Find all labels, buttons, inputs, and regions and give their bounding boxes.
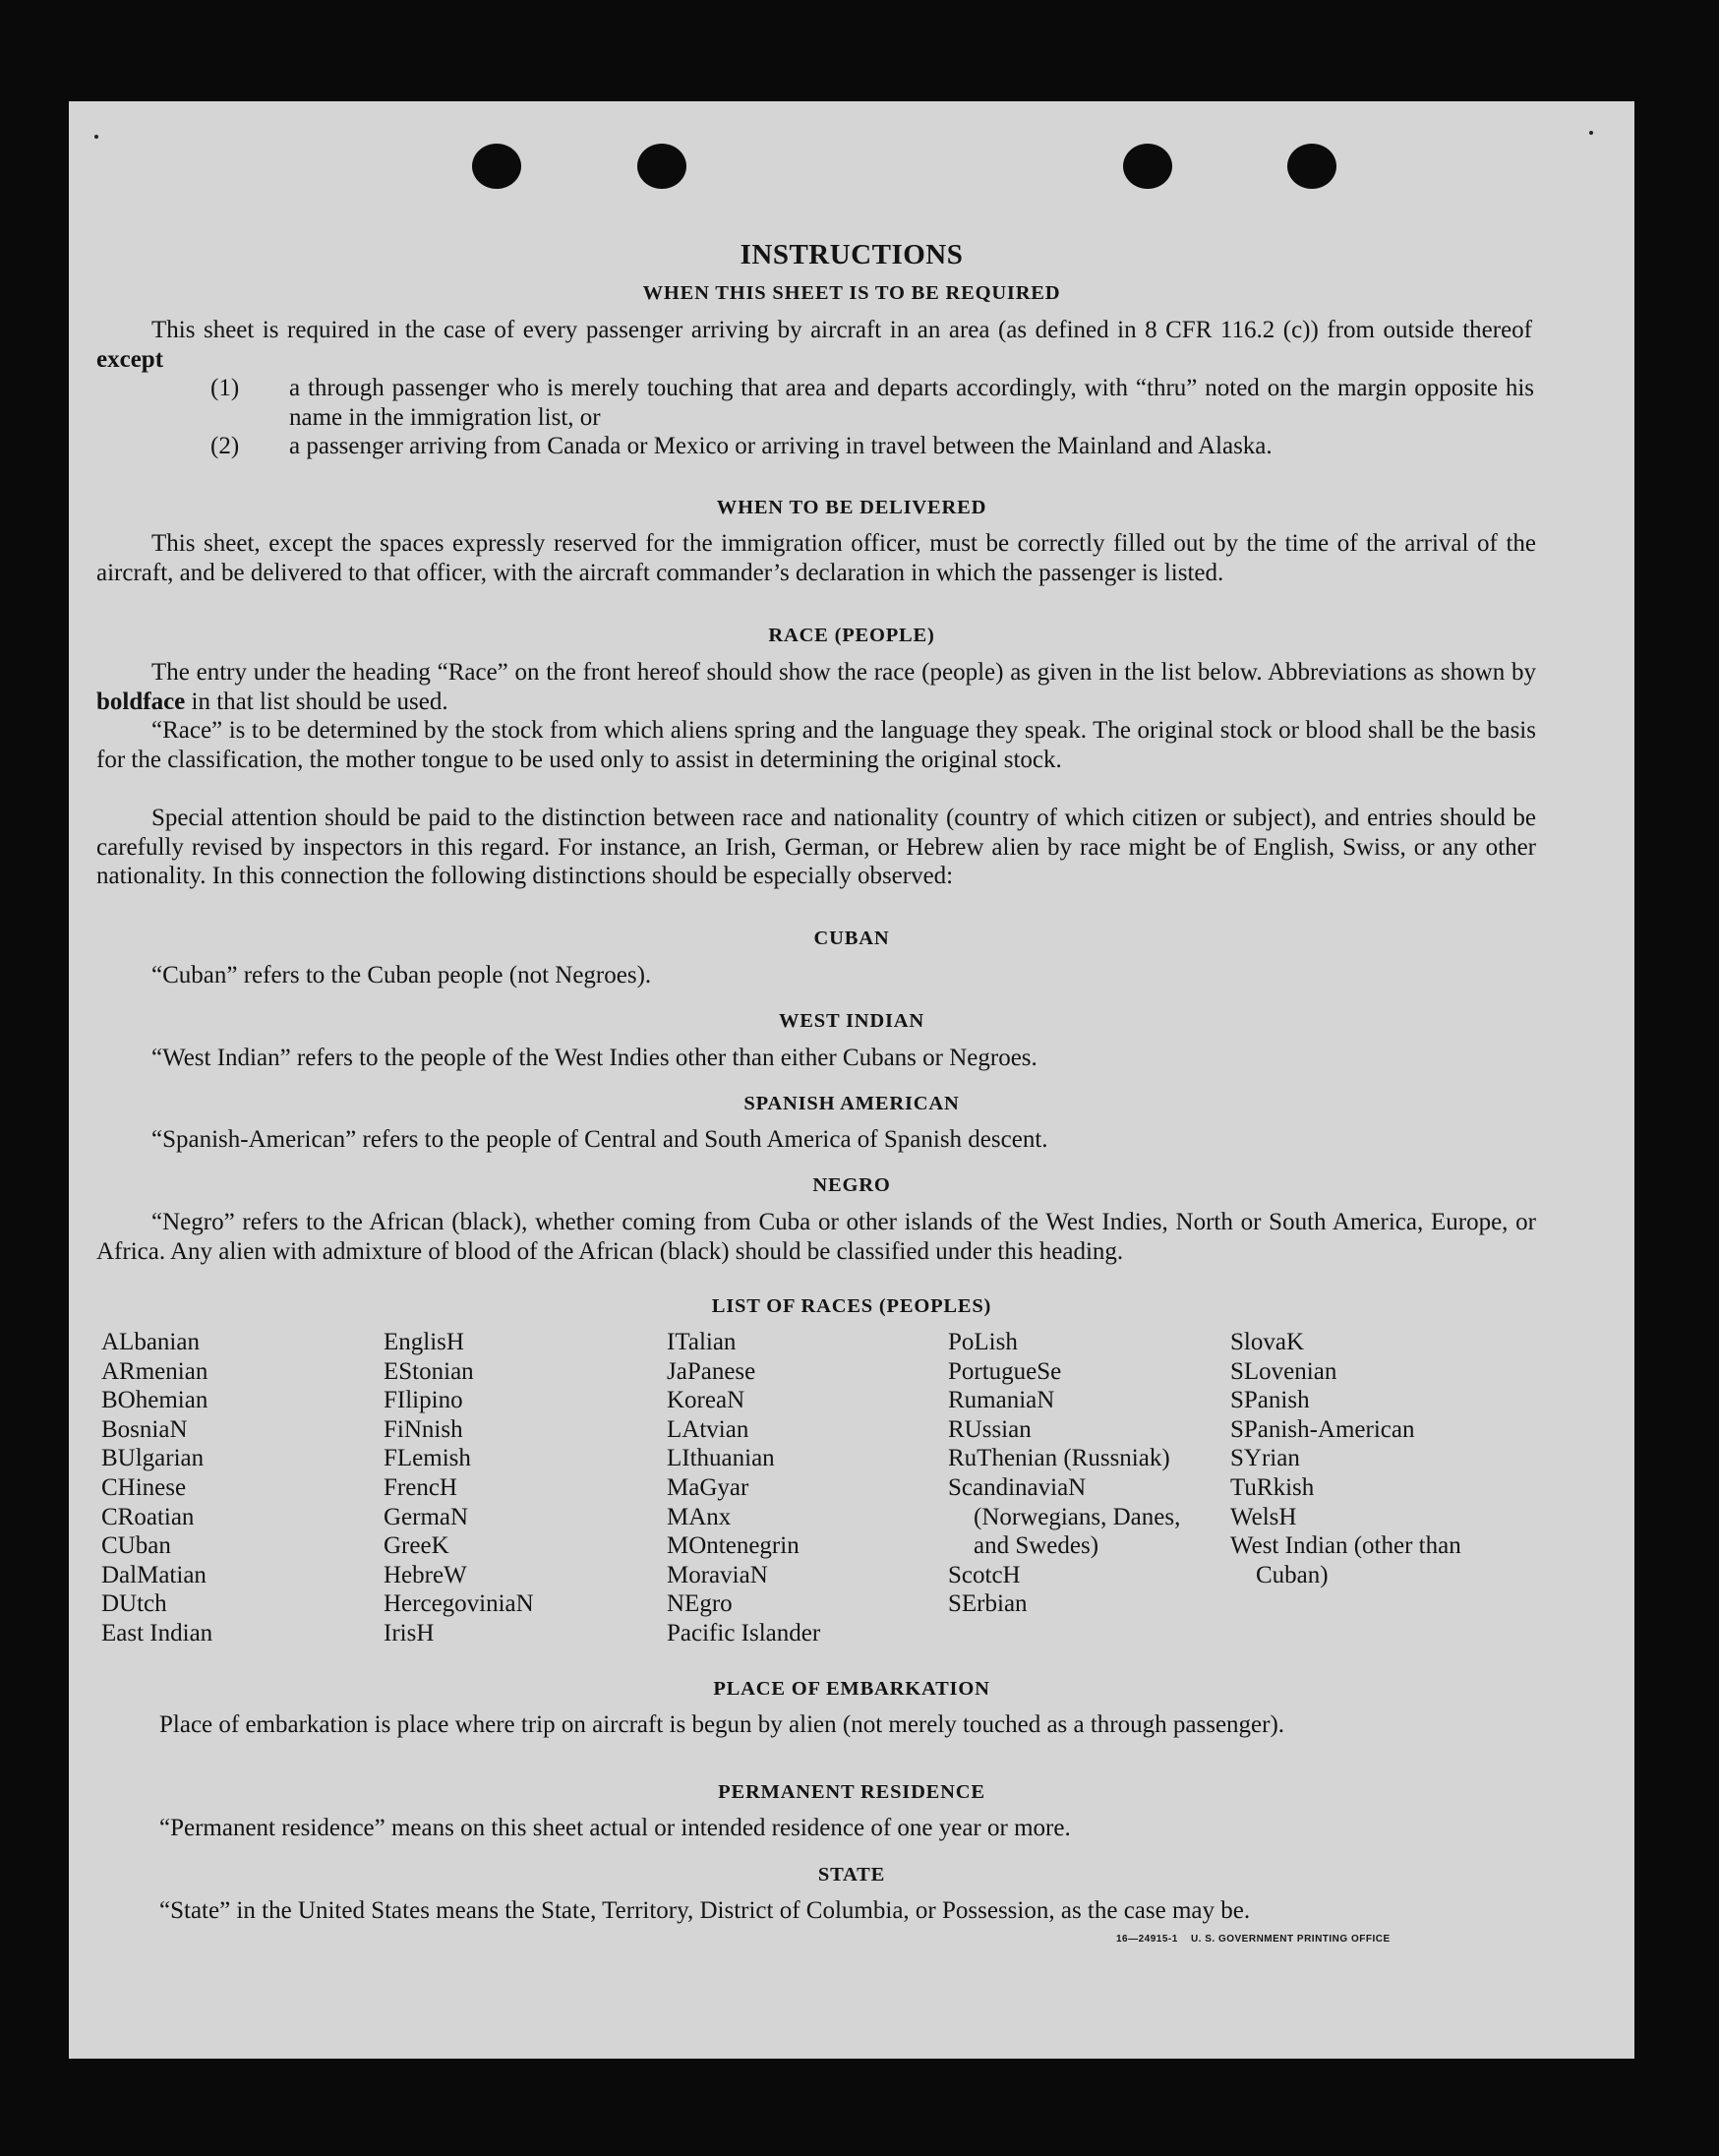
race-entry: MoraviaN — [667, 1561, 768, 1588]
race-entry: EnglisH — [384, 1329, 464, 1355]
races-column — [101, 1328, 357, 1648]
race-p1-boldface: boldface — [96, 688, 186, 715]
race-entry: TuRkish — [1230, 1473, 1315, 1501]
document-sheet — [69, 101, 1634, 2059]
race-entry: GreeK — [384, 1532, 449, 1560]
race-entry: FiNnish — [384, 1415, 463, 1443]
section-heading-embarkation: PLACE OF EMBARKATION — [713, 1678, 990, 1700]
race-entry: FrencH — [384, 1473, 457, 1501]
required-intro — [96, 316, 1532, 374]
race-entry: GermaN — [384, 1503, 469, 1530]
punch-hole — [472, 144, 521, 189]
race-entry: EStonian — [384, 1357, 474, 1385]
race-entry: DalMatian — [101, 1561, 207, 1588]
race-entry: PortugueSe — [948, 1357, 1062, 1385]
race-entry: SlovaK — [1230, 1329, 1304, 1355]
required-item-text: a passenger arriving from Canada or Mexico or arriving in travel between the Mainland and Alaska. — [289, 433, 1273, 459]
race-entry: BUlgarian — [101, 1445, 205, 1472]
west-indian-text: “West Indian” refers to the people of the West Indies other than either Cubans or Negroes. — [151, 1045, 1037, 1071]
race-entry: BosniaN — [101, 1415, 188, 1443]
punch-hole — [1287, 144, 1336, 189]
race-entry: ALbanian — [101, 1329, 200, 1355]
required-intro-except: except — [96, 345, 164, 373]
section-heading-negro: NEGRO — [812, 1174, 891, 1196]
race-entry: KoreaN — [667, 1387, 745, 1414]
section-heading-spanish-american: SPANISH AMERICAN — [743, 1093, 960, 1114]
race-entry: ScandinaviaN (Norwegians, Danes, and Swedes) — [948, 1473, 1181, 1560]
required-item — [210, 374, 1534, 432]
race-entry: SErbian — [948, 1590, 1028, 1618]
required-intro-text: This sheet is required in the case of every passenger arriving by aircraft in an area (as defined in 8 CFR 116.2 (c)) from outside thereof — [151, 317, 1532, 343]
race-entry: HebreW — [384, 1561, 467, 1588]
punch-hole — [1123, 144, 1172, 189]
section-heading-race: RACE (PEOPLE) — [768, 625, 935, 646]
race-entry: CRoatian — [101, 1503, 195, 1530]
race-entry: RUssian — [948, 1415, 1032, 1443]
form-code: 16—24915-1 — [1116, 1934, 1178, 1945]
printing-office: U. S. GOVERNMENT PRINTING OFFICE — [1190, 1934, 1391, 1945]
races-column — [948, 1328, 1206, 1619]
races-column — [667, 1328, 922, 1648]
race-entry: MaGyar — [667, 1473, 749, 1501]
race-entry: SPanish-American — [1230, 1415, 1415, 1443]
race-entry: PoLish — [948, 1329, 1018, 1355]
residence-text: “Permanent residence” means on this sheet actual or intended residence of one year or more. — [159, 1815, 1071, 1841]
section-heading-list-of-races: LIST OF RACES (PEOPLES) — [711, 1295, 992, 1317]
section-heading-cuban: CUBAN — [813, 928, 890, 949]
printer-imprint — [1116, 1934, 1391, 1945]
embarkation-text: Place of embarkation is place where trip on aircraft is begun by alien (not merely touched as a through passenger). — [159, 1711, 1285, 1738]
race-entry: BOhemian — [101, 1387, 208, 1414]
race-entry: ScotcH — [948, 1561, 1021, 1588]
delivered-text: This sheet, except the spaces expressly reserved for the immigration officer, must be correctly filled out by the time of the arrival of the aircraft, and be delivered to that officer, with the aircraft commander’s declaration in which the passenger is listed. — [96, 530, 1536, 586]
race-entry: CUban — [101, 1532, 171, 1560]
race-paragraph-2: “Race” is to be determined by the stock from which aliens spring and the language they speak. The original stock or blood shall be the basis for the classification, the mother tongue to be used only to assist in determining the original stock. — [96, 717, 1536, 773]
negro-text: “Negro” refers to the African (black), whether coming from Cuba or other islands of the West Indies, North or South America, Europe, or Africa. Any alien with admixture of blood of the African (black) should be classified under this heading. — [96, 1209, 1536, 1265]
required-item-text: a through passenger who is merely touching that area and departs accordingly, with “thru” noted on the margin opposite his name in the immigration list, or — [289, 375, 1534, 431]
required-item-number: (2) — [210, 433, 240, 459]
punch-hole — [637, 144, 686, 189]
race-entry: MAnx — [667, 1503, 732, 1530]
page-title: INSTRUCTIONS — [740, 239, 964, 270]
section-heading-required: WHEN THIS SHEET IS TO BE REQUIRED — [642, 282, 1061, 304]
race-p1-end: in that list should be used. — [185, 688, 448, 715]
race-entry: ARmenian — [101, 1357, 208, 1385]
race-entry: IrisH — [384, 1619, 435, 1647]
race-entry: SYrian — [1230, 1445, 1300, 1472]
race-paragraph-1 — [96, 658, 1536, 716]
required-item — [210, 432, 1534, 461]
race-entry: DUtch — [101, 1590, 167, 1618]
race-paragraph-3: Special attention should be paid to the distinction between race and nationality (country of which citizen or subject), and entries should be carefully revised by inspectors in this regard. For instance, an Irish, German, or Hebrew alien by race might be of English, Swiss, or any other nationality. In this connection the following distinctions should be especially observed: — [96, 805, 1536, 889]
race-entry: MOntenegrin — [667, 1532, 800, 1560]
race-entry: SLovenian — [1230, 1357, 1337, 1385]
race-entry: NEgro — [667, 1590, 733, 1618]
races-column — [1230, 1328, 1486, 1589]
cuban-text: “Cuban” refers to the Cuban people (not Negroes). — [151, 962, 652, 988]
race-entry: HercegoviniaN — [384, 1590, 534, 1618]
race-entry: FLemish — [384, 1445, 471, 1472]
paper-speck — [94, 135, 98, 139]
section-heading-state: STATE — [817, 1864, 886, 1886]
paper-speck — [1589, 131, 1593, 135]
race-entry: WelsH — [1230, 1503, 1297, 1530]
race-p1-text: The entry under the heading “Race” on the front hereof should show the race (people) as given in the list below. Abbreviations as shown by — [151, 659, 1536, 686]
race-entry: Pacific Islander — [667, 1619, 821, 1647]
race-entry: West Indian (other than Cuban) — [1230, 1532, 1461, 1588]
race-entry: CHinese — [101, 1473, 187, 1501]
race-entry: SPanish — [1230, 1387, 1310, 1414]
section-heading-west-indian: WEST INDIAN — [779, 1010, 924, 1032]
race-entry: LAtvian — [667, 1415, 749, 1443]
race-entry: FIlipino — [384, 1387, 463, 1414]
state-text: “State” in the United States means the State, Territory, District of Columbia, or Possession, as the case may be. — [159, 1897, 1251, 1924]
race-entry: East Indian — [101, 1619, 213, 1647]
spanish-american-text: “Spanish-American” refers to the people of Central and South America of Spanish descent. — [151, 1126, 1048, 1153]
required-item-number: (1) — [210, 375, 240, 401]
race-entry: LIthuanian — [667, 1445, 775, 1472]
race-entry: ITalian — [667, 1329, 737, 1355]
section-heading-delivered: WHEN TO BE DELIVERED — [716, 497, 987, 518]
race-entry: JaPanese — [667, 1357, 756, 1385]
section-heading-residence: PERMANENT RESIDENCE — [718, 1781, 985, 1803]
race-entry: RuThenian (Russniak) — [948, 1445, 1170, 1472]
race-entry: RumaniaN — [948, 1387, 1055, 1414]
races-column — [384, 1328, 639, 1648]
